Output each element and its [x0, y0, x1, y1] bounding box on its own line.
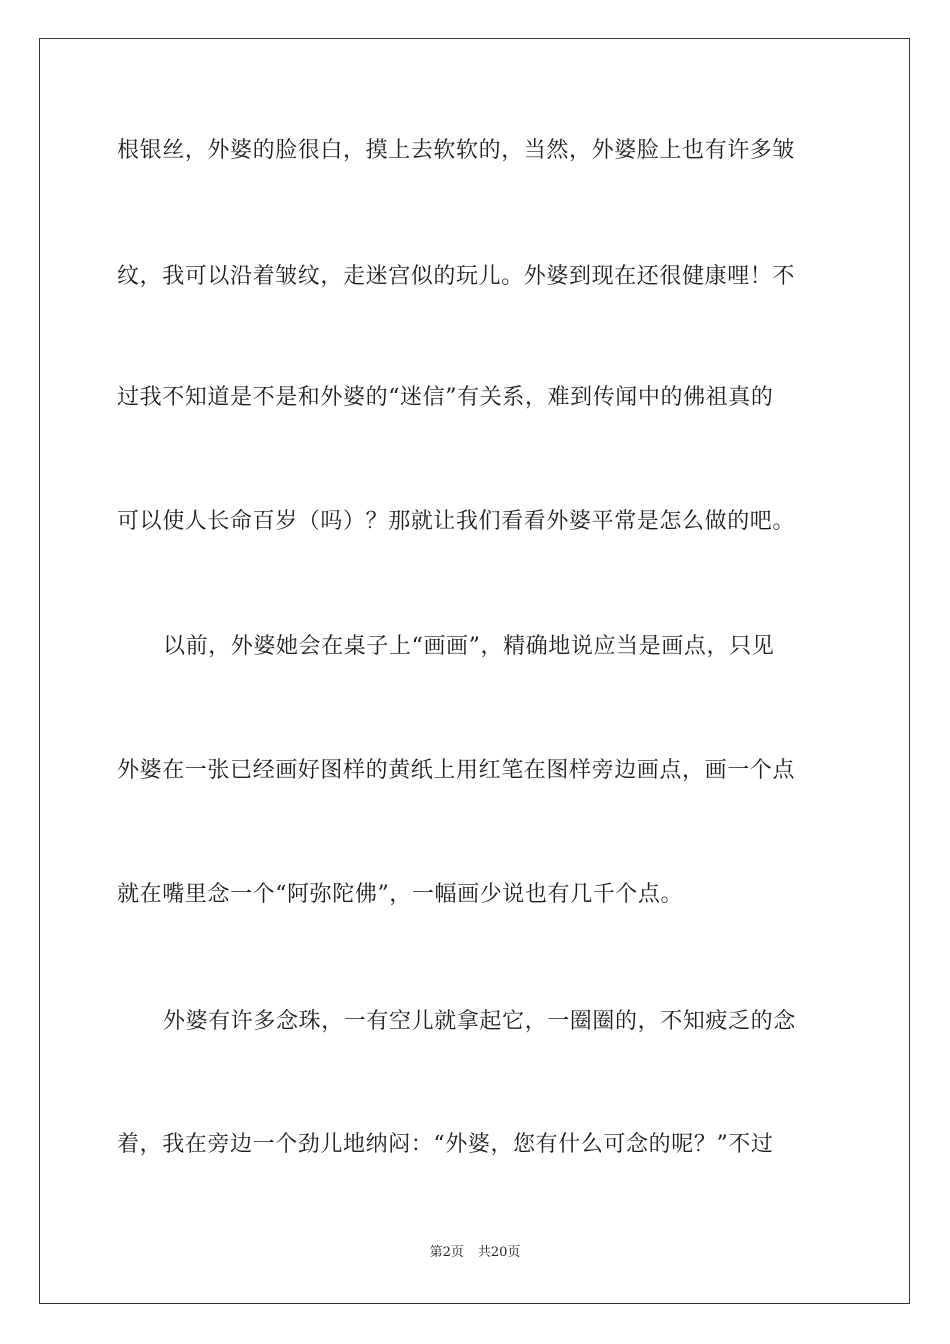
paragraph-start-line: 以前，外婆她会在桌子上“画画”，精确地说应当是画点，只见 [163, 634, 775, 659]
text-line: 就在嘴里念一个“阿弥陀佛”，一幅画少说也有几千个点。 [117, 882, 684, 907]
current-page-label: 第2页 [429, 1245, 464, 1260]
text-line: 可以使人长命百岁（吗）？那就让我们看看外婆平常是怎么做的吧。 [117, 509, 796, 534]
text-line: 纹，我可以沿着皱纹，走迷宫似的玩儿。外婆到现在还很健康哩！不 [117, 264, 796, 289]
text-line: 根银丝，外婆的脸很白，摸上去软软的，当然，外婆脸上也有许多皱 [117, 138, 796, 163]
page-footer [0, 1244, 950, 1262]
text-line: 过我不知道是不是和外婆的“迷信”有关系，难到传闻中的佛祖真的 [117, 385, 774, 410]
text-line: 着，我在旁边一个劲儿地纳闷：“外婆，您有什么可念的呢？”不过 [117, 1132, 774, 1157]
page-border [39, 38, 910, 1304]
text-line: 外婆在一张已经画好图样的黄纸上用红笔在图样旁边画点，画一个点 [117, 758, 796, 783]
total-pages-label: 共20页 [477, 1245, 521, 1260]
paragraph-start-line: 外婆有许多念珠，一有空儿就拿起它，一圈圈的，不知疲乏的念 [163, 1009, 796, 1034]
